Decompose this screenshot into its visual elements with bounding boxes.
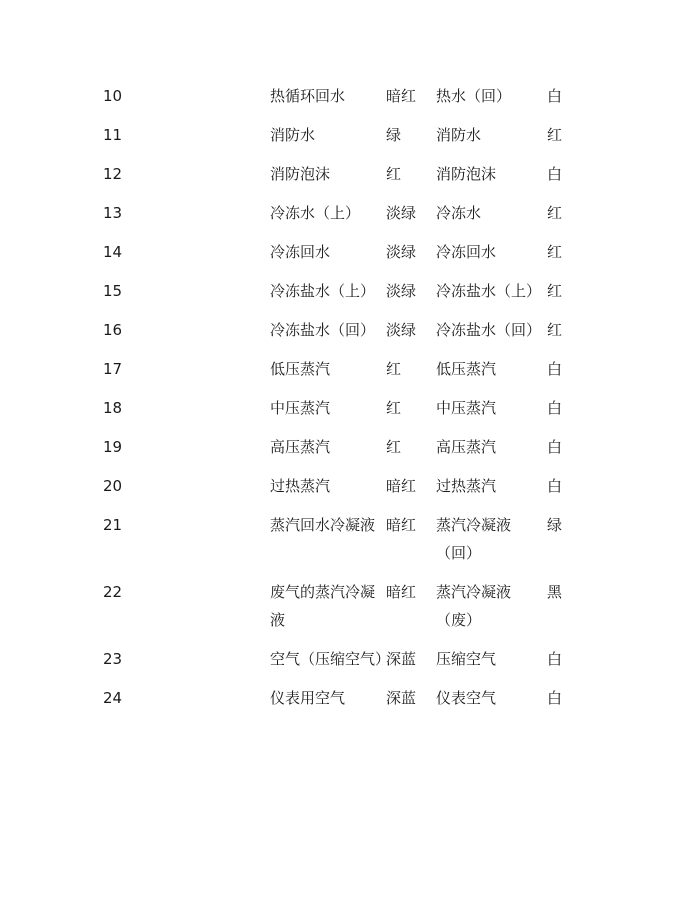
table-row — [103, 578, 583, 645]
label-text: 高压蒸汽 — [436, 438, 497, 456]
label-text: 过热蒸汽 — [436, 477, 497, 495]
row-number: 22 — [103, 583, 123, 601]
label-text: 低压蒸汽 — [436, 360, 497, 378]
row-number: 12 — [103, 165, 123, 183]
medium-name: 过热蒸汽 — [270, 477, 331, 495]
label-text: 消防水 — [436, 126, 482, 144]
label-color: 白 — [547, 360, 563, 378]
base-color: 淡绿 — [386, 243, 417, 261]
row-number: 15 — [103, 282, 123, 300]
base-color: 暗红 — [386, 516, 417, 534]
medium-name: 废气的蒸汽冷凝液 — [270, 583, 376, 629]
label-text: 冷冻水 — [436, 204, 482, 222]
label-color: 红 — [547, 282, 563, 300]
medium-name: 低压蒸汽 — [270, 360, 331, 378]
medium-name: 蒸汽回水冷凝液 — [270, 516, 376, 534]
medium-name: 消防泡沫 — [270, 165, 331, 183]
table-row — [103, 238, 583, 277]
label-text: 消防泡沫 — [436, 165, 497, 183]
table-row — [103, 316, 583, 355]
row-number: 17 — [103, 360, 123, 378]
base-color: 暗红 — [386, 87, 417, 105]
label-color: 白 — [547, 165, 563, 183]
row-number: 21 — [103, 516, 123, 534]
base-color: 深蓝 — [386, 689, 417, 707]
table-row — [103, 684, 583, 723]
row-number: 18 — [103, 399, 123, 417]
table-row — [103, 355, 583, 394]
table-row — [103, 433, 583, 472]
base-color: 暗红 — [386, 477, 417, 495]
base-color: 淡绿 — [386, 204, 417, 222]
label-text: 冷冻盐水（回） — [436, 321, 542, 339]
medium-name: 空气（压缩空气） — [270, 650, 391, 668]
row-number: 24 — [103, 689, 123, 707]
medium-name: 仪表用空气 — [270, 689, 346, 707]
base-color: 深蓝 — [386, 650, 417, 668]
medium-name: 冷冻盐水（回） — [270, 321, 376, 339]
medium-name: 冷冻水（上） — [270, 204, 361, 222]
row-number: 20 — [103, 477, 123, 495]
label-text: 中压蒸汽 — [436, 399, 497, 417]
table-row — [103, 160, 583, 199]
label-color: 绿 — [547, 516, 563, 534]
medium-name: 中压蒸汽 — [270, 399, 331, 417]
label-color: 白 — [547, 689, 563, 707]
table-row — [103, 199, 583, 238]
row-number: 10 — [103, 87, 123, 105]
medium-name: 冷冻回水 — [270, 243, 331, 261]
table-row — [103, 472, 583, 511]
label-color: 白 — [547, 438, 563, 456]
row-number: 13 — [103, 204, 123, 222]
label-color: 白 — [547, 477, 563, 495]
label-color: 红 — [547, 321, 563, 339]
label-text: 压缩空气 — [436, 650, 497, 668]
label-text: 蒸汽冷凝液（废） — [436, 583, 512, 629]
base-color: 红 — [386, 165, 402, 183]
table-row — [103, 121, 583, 160]
base-color: 红 — [386, 360, 402, 378]
row-number: 14 — [103, 243, 123, 261]
label-text: 蒸汽冷凝液（回） — [436, 516, 512, 562]
label-color: 红 — [547, 243, 563, 261]
base-color: 淡绿 — [386, 321, 417, 339]
medium-name: 高压蒸汽 — [270, 438, 331, 456]
base-color: 淡绿 — [386, 282, 417, 300]
label-color: 黑 — [547, 583, 563, 601]
base-color: 绿 — [386, 126, 402, 144]
row-number: 11 — [103, 126, 123, 144]
medium-name: 冷冻盐水（上） — [270, 282, 376, 300]
pipe-color-table — [103, 82, 583, 723]
base-color: 暗红 — [386, 583, 417, 601]
medium-name: 热循环回水 — [270, 87, 346, 105]
row-number: 16 — [103, 321, 123, 339]
label-text: 热水（回） — [436, 87, 512, 105]
label-text: 冷冻回水 — [436, 243, 497, 261]
label-text: 冷冻盐水（上） — [436, 282, 542, 300]
table-row — [103, 511, 583, 578]
label-color: 红 — [547, 204, 563, 222]
base-color: 红 — [386, 438, 402, 456]
medium-name: 消防水 — [270, 126, 316, 144]
label-color: 白 — [547, 87, 563, 105]
label-color: 白 — [547, 399, 563, 417]
label-text: 仪表空气 — [436, 689, 497, 707]
row-number: 19 — [103, 438, 123, 456]
label-color: 红 — [547, 126, 563, 144]
base-color: 红 — [386, 399, 402, 417]
table-row — [103, 82, 583, 121]
label-color: 白 — [547, 650, 563, 668]
table-row — [103, 394, 583, 433]
row-number: 23 — [103, 650, 123, 668]
table-row — [103, 645, 583, 684]
table-row — [103, 277, 583, 316]
